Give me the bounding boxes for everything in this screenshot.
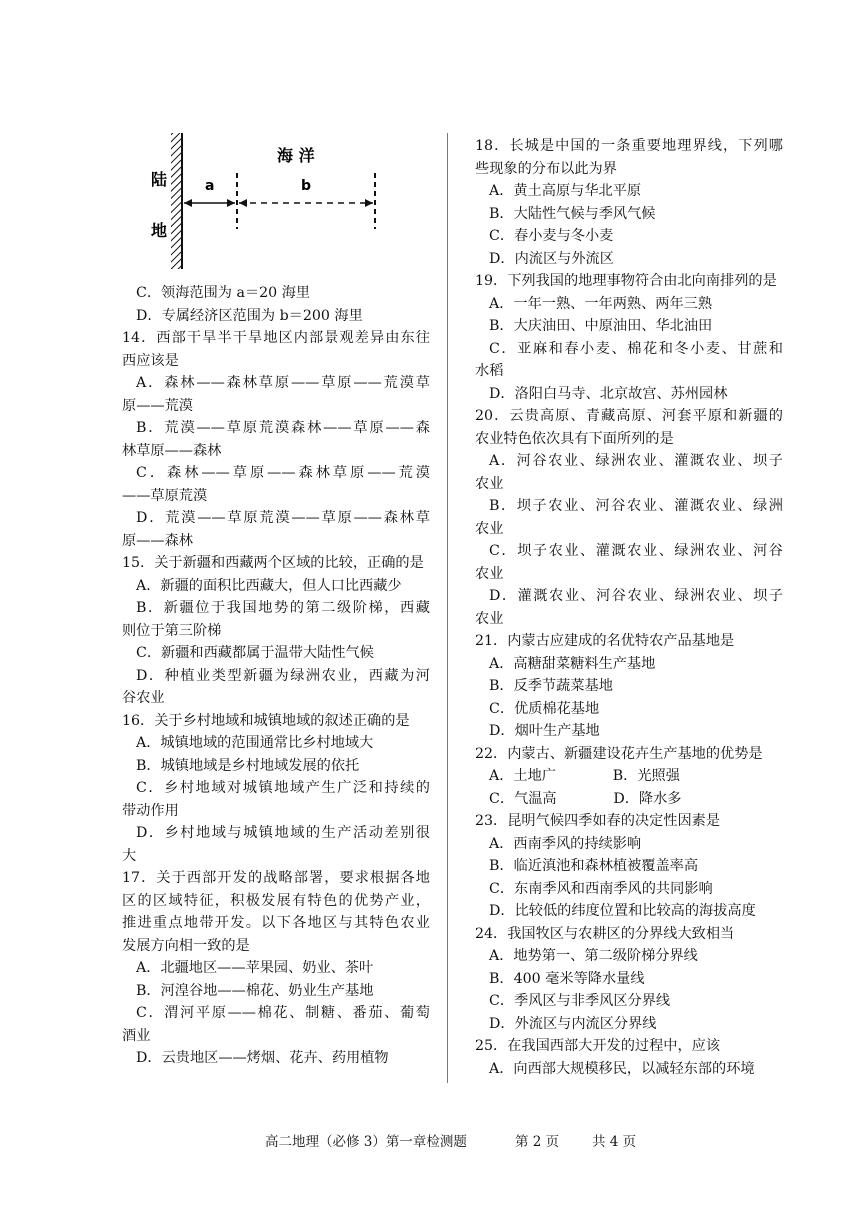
text-line: 农业 [475,475,504,492]
question-line: 21．内蒙古应建成的名优特农产品基地是 [475,633,735,649]
option-line: A．西南季风的持续影响 [489,835,642,852]
label-a: a [205,178,215,194]
question-line: 19．下列我国的地理事物符合由北向南排列的是 [475,273,777,289]
option-line: A．高糖甜菜糖料生产基地 [489,655,656,672]
question-line: 20．云贵高原、青藏高原、河套平原和新疆的 [475,408,783,424]
question-line: 15．关于新疆和西藏两个区域的比较，正确的是 [122,555,424,571]
option-line: D．荒漠——草原荒漠——草原——森林草 [136,510,430,526]
option-line: A．北疆地区——苹果园、奶业、茶叶 [136,960,374,976]
text-line: 水稻 [475,363,504,379]
land-char-2: 地 [151,221,168,240]
label-b: b [301,178,312,194]
option-line: C．乡村地域对城镇地域产生广泛和持续的 [136,780,430,796]
question-line: 17．关于西部开发的战略部署，要求根据各地 [122,870,430,886]
text-line: 酒业 [122,1027,151,1044]
option-line: B．大庆油田、中原油田、华北油田 [489,318,713,334]
question-line: 14．西部干旱半干旱地区内部景观差异由东往 [122,330,430,346]
footer-total: 共 4 页 [592,1134,637,1150]
text-line: 原——荒漠 [122,397,193,414]
option-line: C．森林——草原——森林草原——荒漠 [136,465,430,481]
question-line: 22．内蒙古、新疆建设花卉生产基地的优势是 [475,745,763,762]
option-line: B．反季节蔬菜基地 [489,678,613,694]
arrow-b-right [365,199,373,207]
option-line: C．领海范围为 a＝20 海里 [136,285,311,301]
arrow-b-left [239,199,247,207]
text-line: 则位于第三阶梯 [122,622,222,639]
option-line: D．灌溉农业、河谷农业、绿洲农业、坝子 [489,588,783,604]
question-line: 18．长城是中国的一条重要地理界线，下列哪 [475,138,783,154]
option-line: D．烟叶生产基地 [489,723,600,739]
option-line: C．亚麻和春小麦、棉花和冬小麦、甘蔗和 [489,340,783,357]
text-line: 农业 [475,610,504,627]
option-line: B．坝子农业、河谷农业、灌溉农业、绿洲 [489,498,783,514]
option-line: C．渭河平原——棉花、制糖、番茄、葡萄 [136,1005,430,1021]
text-line: 谷农业 [122,690,165,706]
option-line: C．新疆和西藏都属于温带大陆性气候 [136,645,374,661]
option-line: B．荒漠——草原荒漠森林——草原——森 [136,420,430,436]
option-line: C．季风区与非季风区分界线 [489,993,671,1009]
option-line: B．临近滇池和森林植被覆盖率高 [489,858,699,874]
option-line: A．向西部大规模移民，以减轻东部的环境 [489,1060,755,1077]
option-line: C．东南季风和西南季风的共同影响 [489,880,713,897]
option-line: D．内流区与外流区 [489,250,614,267]
option-line: D．外流区与内流区分界线 [489,1015,657,1032]
option-line: A．城镇地域的范围通常比乡村地域大 [136,735,374,751]
text-line: 些现象的分布以此为界 [475,160,617,177]
footer-title: 高二地理（必修 3）第一章检测题 [265,1134,467,1150]
option-line: D．乡村地域与城镇地域的生产活动差别很 [136,825,430,841]
sea-zone-diagram [151,133,390,273]
option-line: C．坝子农业、灌溉农业、绿洲农业、河谷 [489,543,783,559]
option-line: D．专属经济区范围为 b＝200 海里 [136,307,363,324]
text-line: 推进重点地带开发。以下各地区与其特色农业 [122,915,430,931]
ocean-label: 海 洋 [277,146,315,165]
text-line: 区的区域特征，积极发展有特色的优势产业， [122,892,430,909]
option-line: A．河谷农业、绿洲农业、灌溉农业、坝子 [489,453,783,469]
option-line: B．河湟谷地——棉花、奶业生产基地 [136,982,374,999]
footer-page: 第 2 页 [515,1134,560,1150]
arrow-a-right [227,199,235,207]
text-line: 农业特色依次具有下面所列的是 [475,430,674,447]
option-line: A．新疆的面积比西藏大，但人口比西藏少 [136,577,402,594]
option-line: B．城镇地域是乡村地域发展的依托 [136,757,360,774]
text-line: 大 [122,847,137,864]
question-line: 23．昆明气候四季如春的决定性因素是 [475,813,721,829]
land-char-1: 陆 [151,170,168,189]
option-line: B．新疆位于我国地势的第二级阶梯，西藏 [136,600,430,616]
option-line: A．地势第一、第二级阶梯分界线 [489,948,698,964]
text-line: 发展方向相一致的是 [122,937,250,954]
question-line: 16．关于乡村地域和城镇地域的叙述正确的是 [122,712,410,729]
option-line: B．大陆性气候与季风气候 [489,205,656,222]
option-line: C．气温高 D．降水多 [489,790,682,807]
text-line: 带动作用 [122,802,179,819]
option-line: B．400 毫米等降水量线 [489,970,645,987]
text-line: 林草原——森林 [122,442,222,459]
option-line: D．洛阳白马寺、北京故宫、苏州园林 [489,385,728,402]
option-line: D．比较低的纬度位置和比较高的海拔高度 [489,903,756,919]
option-line: A．森林——森林草原——草原——荒漠草 [136,375,430,391]
option-line: D．种植业类型新疆为绿洲农业，西藏为河 [136,667,430,684]
text-line: 原——森林 [122,532,193,549]
text-line: 农业 [475,565,504,582]
option-line: A．一年一熟、一年两熟、两年三熟 [489,295,713,312]
option-line: C．春小麦与冬小麦 [489,228,614,244]
text-line: ——草原荒漠 [122,487,208,504]
option-line: A．土地广 B．光照强 [489,768,680,784]
option-line: D．云贵地区——烤烟、花卉、药用植物 [136,1050,389,1066]
question-line: 24．我国牧区与农耕区的分界线大致相当 [475,925,735,942]
text-line: 西应该是 [122,352,179,369]
text-line: 农业 [475,520,504,537]
question-line: 25．在我国西部大开发的过程中，应该 [475,1038,721,1054]
option-line: A．黄土高原与华北平原 [489,183,642,199]
arrow-a-left [184,199,192,207]
option-line: C．优质棉花基地 [489,700,600,717]
column-divider [447,133,448,1083]
coastline-hatch [171,133,182,269]
